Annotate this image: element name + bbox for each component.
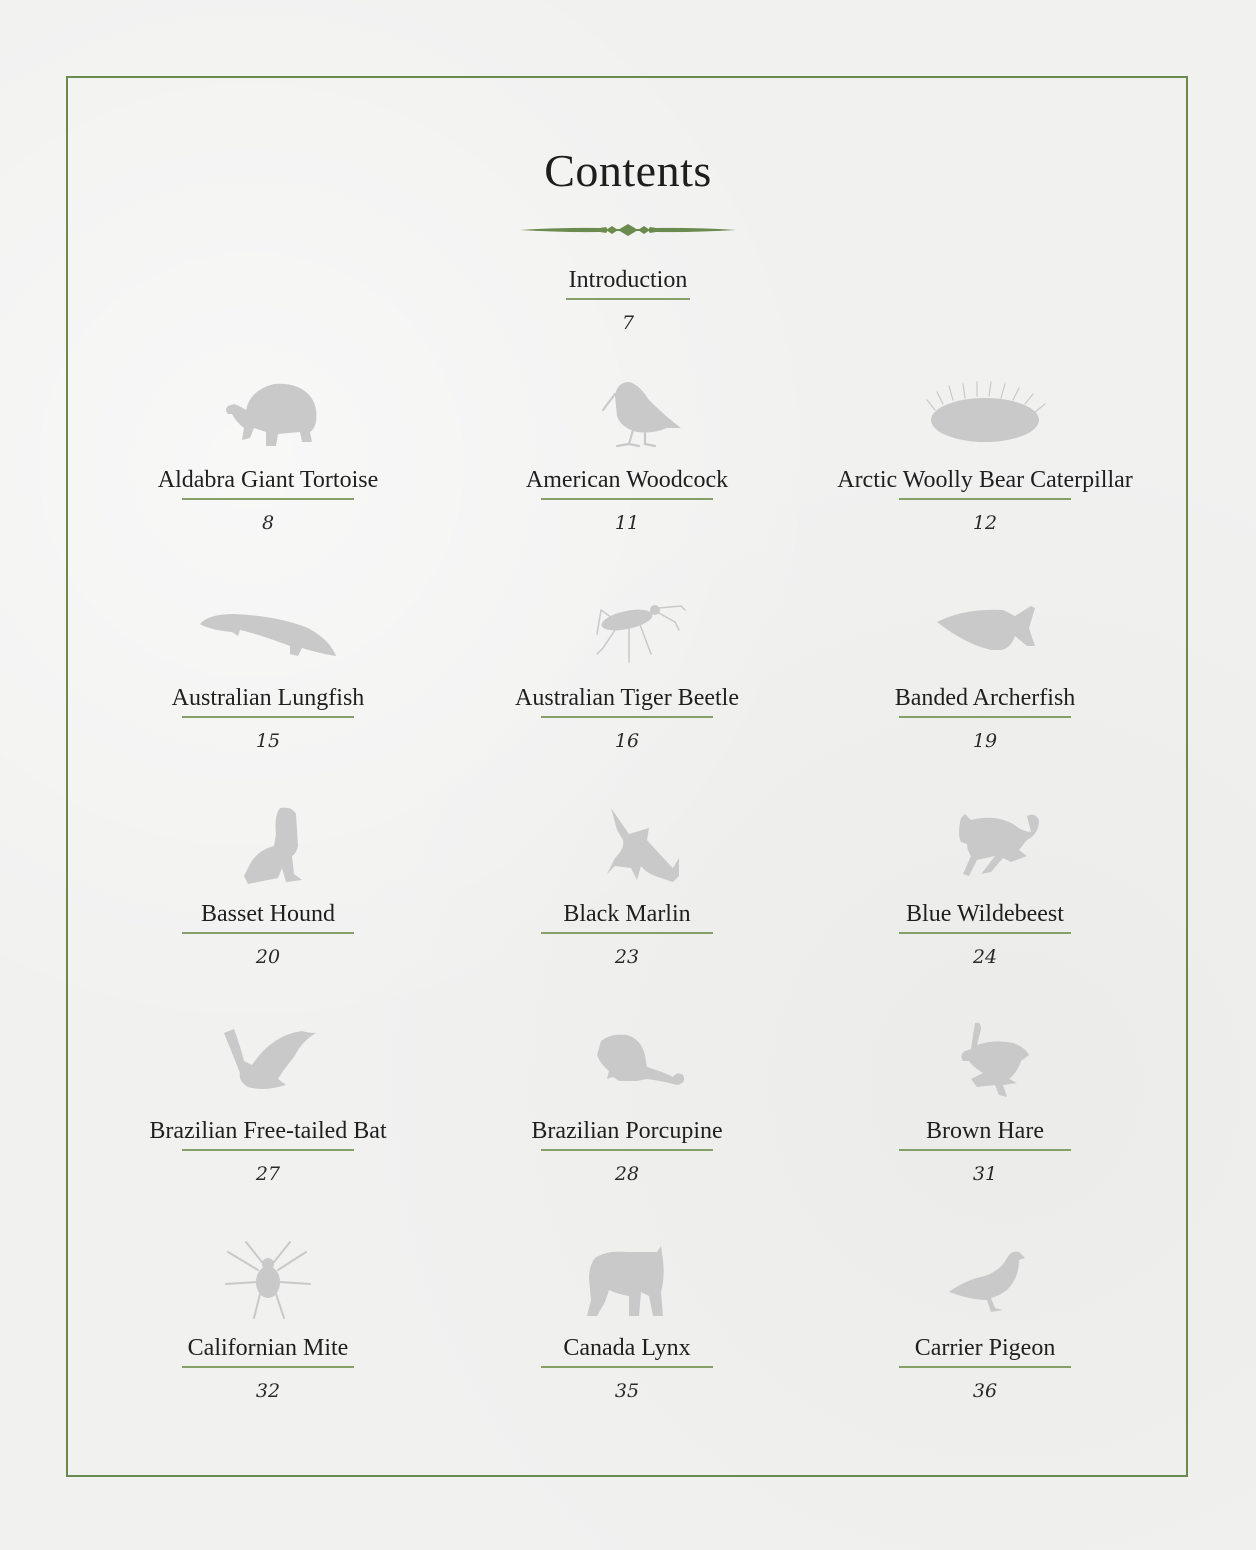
- porcupine-icon: [557, 1021, 697, 1111]
- entry-underline: [541, 932, 713, 934]
- entry-label[interactable]: Arctic Woolly Bear Caterpillar: [837, 467, 1133, 493]
- page-number: 8: [261, 512, 275, 534]
- entry-label[interactable]: Australian Lungfish: [171, 685, 365, 711]
- toc-entry[interactable]: [98, 370, 438, 534]
- entry-underline: [182, 498, 354, 500]
- entry-underline: [899, 498, 1071, 500]
- entry-underline: [899, 932, 1071, 934]
- toc-entry[interactable]: [98, 804, 438, 968]
- marlin-icon: [557, 804, 697, 894]
- page-number: 12: [972, 512, 998, 534]
- lungfish-icon: [198, 588, 338, 678]
- page-number: 15: [255, 730, 281, 752]
- tortoise-icon: [198, 370, 338, 460]
- toc-entry[interactable]: [98, 588, 438, 752]
- page-number: 28: [614, 1163, 640, 1185]
- toc-entry[interactable]: [457, 1238, 797, 1402]
- bat-icon: [198, 1021, 338, 1111]
- entry-label[interactable]: Carrier Pigeon: [914, 1335, 1056, 1361]
- toc-entry[interactable]: [98, 1021, 438, 1185]
- entry-label[interactable]: Introduction: [568, 267, 688, 293]
- entry-underline: [899, 716, 1071, 718]
- hare-icon: [915, 1021, 1055, 1111]
- entry-label[interactable]: Californian Mite: [187, 1335, 349, 1361]
- page-number: 11: [614, 512, 640, 534]
- entry-underline: [182, 932, 354, 934]
- page-number: 35: [614, 1380, 640, 1402]
- toc-entry[interactable]: [457, 588, 797, 752]
- woodcock-icon: [557, 370, 697, 460]
- entry-label[interactable]: Australian Tiger Beetle: [515, 685, 739, 711]
- basset-hound-icon: [198, 804, 338, 894]
- page-number: 31: [972, 1163, 998, 1185]
- entry-label[interactable]: Brazilian Porcupine: [531, 1118, 723, 1144]
- page-number: 19: [972, 730, 998, 752]
- tiger-beetle-icon: [557, 588, 697, 678]
- page-number: 16: [614, 730, 640, 752]
- toc-entry[interactable]: [815, 1238, 1155, 1402]
- entry-underline: [541, 1366, 713, 1368]
- entry-label[interactable]: Canada Lynx: [563, 1335, 691, 1361]
- mite-icon: [198, 1238, 338, 1328]
- toc-entry-introduction[interactable]: [528, 264, 728, 334]
- entry-underline: [182, 1149, 354, 1151]
- toc-entry[interactable]: [457, 370, 797, 534]
- wildebeest-icon: [915, 804, 1055, 894]
- toc-entry[interactable]: [815, 370, 1155, 534]
- entry-label[interactable]: Blue Wildebeest: [906, 901, 1064, 927]
- lynx-icon: [557, 1238, 697, 1328]
- toc-entry[interactable]: [457, 804, 797, 968]
- entry-label[interactable]: American Woodcock: [525, 467, 729, 493]
- caterpillar-icon: [915, 370, 1055, 460]
- page-title: Contents: [544, 145, 712, 196]
- pigeon-icon: [915, 1238, 1055, 1328]
- entry-label[interactable]: Aldabra Giant Tortoise: [157, 467, 379, 493]
- entry-label[interactable]: Brown Hare: [926, 1118, 1044, 1144]
- toc-entry[interactable]: [98, 1238, 438, 1402]
- page-number: 20: [255, 946, 281, 968]
- toc-entry[interactable]: [815, 588, 1155, 752]
- entry-underline: [182, 716, 354, 718]
- page-number: 24: [972, 946, 998, 968]
- entry-label[interactable]: Basset Hound: [201, 901, 335, 927]
- entry-underline: [899, 1149, 1071, 1151]
- entry-underline: [182, 1366, 354, 1368]
- ornament-divider-icon: [520, 221, 736, 239]
- toc-entry[interactable]: [815, 1021, 1155, 1185]
- page-number: 23: [614, 946, 640, 968]
- archerfish-icon: [915, 588, 1055, 678]
- entry-underline: [899, 1366, 1071, 1368]
- page-number: 27: [255, 1163, 281, 1185]
- entry-underline: [541, 498, 713, 500]
- entry-label[interactable]: Brazilian Free-tailed Bat: [149, 1118, 387, 1144]
- page-number: 7: [621, 312, 635, 334]
- entry-label[interactable]: Banded Archerfish: [894, 685, 1076, 711]
- toc-entry[interactable]: [815, 804, 1155, 968]
- toc-entry[interactable]: [457, 1021, 797, 1185]
- entry-underline: [566, 298, 690, 300]
- page-number: 32: [255, 1380, 281, 1402]
- entry-underline: [541, 1149, 713, 1151]
- entry-label[interactable]: Black Marlin: [563, 901, 691, 927]
- page-number: 36: [972, 1380, 998, 1402]
- entry-underline: [541, 716, 713, 718]
